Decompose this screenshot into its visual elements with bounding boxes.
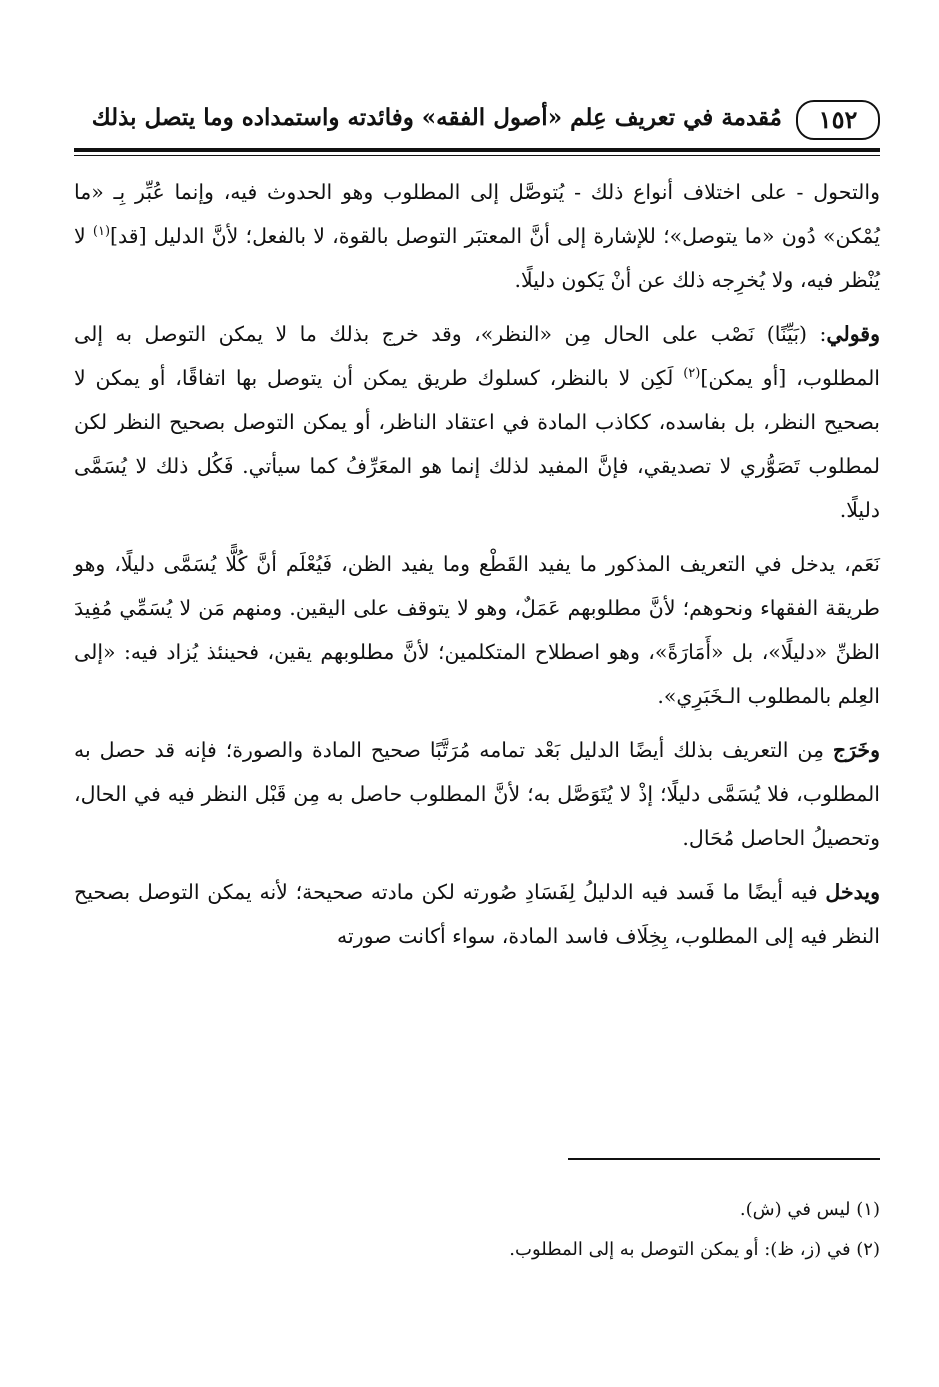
- footnote-ref-1: (١): [92, 224, 111, 240]
- running-title: مُقدمة في تعريف عِلم «أصول الفقه» وفائدته واستمداده وما يتصل بذلك: [91, 104, 782, 131]
- paragraph-5: [74, 870, 880, 958]
- header-rule-thin: [74, 155, 880, 156]
- paragraph-1: [74, 170, 880, 302]
- running-header: [74, 98, 880, 148]
- page-number: ١٥٢: [818, 105, 858, 134]
- paragraph-2-text-b: لَكِن لا بالنظر، كسلوك طريق يمكن أن يتوصل بها اتفاقًا، أو يمكن لا بصحيح النظر، بل بفاسده، ككاذب المادة في اعتقاد الناظر، أو يمكن التوصل بصحيح النظر لكن لمطلوب تَصَوُّري لا تصديقي، فإنَّ المفيد لذلك إنما هو المعَرِّفُ كما سيأتي. فَكُل ذلك لا يُسَمَّى دليلًا.: [74, 366, 880, 522]
- footnote-1: (١) ليس في (ش).: [739, 1199, 880, 1220]
- page-number-badge: [796, 100, 880, 140]
- header-rule-thick: [74, 148, 880, 152]
- paragraph-2-lead-word: وقولي: [826, 322, 880, 346]
- footnotes: [74, 1190, 880, 1270]
- paragraph-4: [74, 728, 880, 860]
- footnote-ref-2: (٢): [683, 366, 701, 382]
- paragraph-1-text-a: والتحول - على اختلاف أنواع ذلك - يُتوصَّل إلى المطلوب وهو الحدوث فيه، وإنما عُبِّر بِـ «ما يُمْكن» دُون «ما يتوصل»؛ للإشارة إلى أنَّ المعتبَر التوصل بالقوة، لا بالفعل؛ لأنَّ الدليل [قد]: [74, 180, 880, 248]
- paragraph-3-text: نَعَم، يدخل في التعريف المذكور ما يفيد القَطْع وما يفيد الظن، فَيُعْلَم أنَّ كُلًّا يُسَمَّى دليلًا، وهو طريقة الفقهاء ونحوهم؛ لأنَّ مطلوبهم عَمَلٌ، وهو لا يتوقف على اليقين. ومنهم مَن لا يُسَمِّي مُفِيدَ الظنِّ «دليلًا»، بل «أَمَارَةً»، وهو اصطلاح المتكلمين؛ لأنَّ مطلوبهم يقين، فحينئذ يُزاد فيه: «إلى العِلم بالمطلوب الـخَبَرِي».: [74, 552, 880, 708]
- paragraph-3: [74, 542, 880, 718]
- paragraph-2: [74, 312, 880, 532]
- footnote-2: (٢) في (ز، ظ): أو يمكن التوصل به إلى المطلوب.: [509, 1239, 880, 1260]
- paragraph-4-text: مِن التعريف بذلك أيضًا الدليل بَعْد تمامه مُرَتَّبًا صحيح المادة والصورة؛ فإنه قد حصل به المطلوب، فلا يُسَمَّى دليلًا؛ إذْ لا يُتَوَصَّل به؛ لأنَّ المطلوب حاصل به مِن قَبْل النظر فيه في الحال، وتحصيلُ الحاصل مُحَال.: [74, 738, 880, 850]
- paragraph-4-lead-word: وخَرَج: [832, 738, 880, 762]
- paragraph-5-text: فيه أيضًا ما فَسد فيه الدليلُ لِفَسَادِ صُورته لكن مادته صحيحة؛ لأنه يمكن التوصل بصحيح النظر فيه إلى المطلوب، بِخِلَاف فاسد المادة، سواء أكانت صورته: [74, 880, 880, 948]
- paragraph-5-lead-word: ويدخل: [825, 880, 880, 904]
- footnote-separator: [568, 1158, 880, 1160]
- body-text: [74, 170, 880, 968]
- paragraph-2-text-a: : (بَيِّنًا) نَصْب على الحال مِن «النظر»، وقد خرج بذلك ما لا يمكن التوصل به إلى المطلوب، [أو يمكن]: [74, 322, 881, 390]
- paragraph-1-text-b: لا يُنْظر فيه، ولا يُخرِجه ذلك عن أنْ يَكون دليلًا.: [74, 224, 880, 292]
